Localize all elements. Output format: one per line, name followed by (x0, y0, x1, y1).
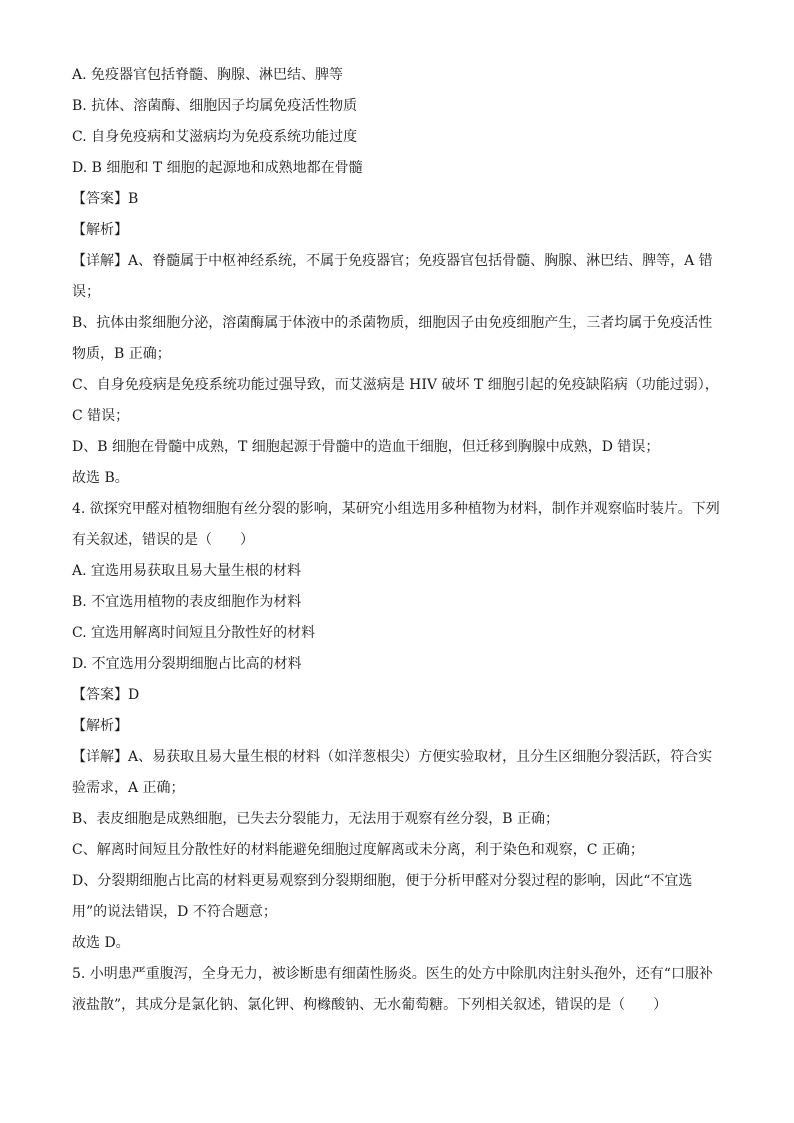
q4-option-c: C. 宜选用解离时间短且分散性好的材料 (72, 625, 316, 641)
q5-stem: 5. 小明患严重腹泻，全身无力，被诊断患有细菌性肠炎。医生的处方中除肌肉注射头孢外，还有“口服补 (72, 966, 713, 982)
q4-analysis-line: 故选 D。 (72, 935, 130, 951)
q4-stem: 有关叙述，错误的是（ ） (72, 532, 254, 548)
q4-analysis-line: B、表皮细胞是成熟细胞，已失去分裂能力，无法用于观察有丝分裂，B 正确； (72, 811, 560, 827)
q3-analysis-line: C、自身免疫病是免疫系统功能过强导致，而艾滋病是 HIV 破坏 T 细胞引起的免疫缺陷病（功能过弱）， (72, 377, 719, 393)
q4-option-a: A. 宜选用易获取且易大量生根的材料 (72, 563, 302, 579)
q3-analysis-line: C 错误； (72, 408, 130, 424)
q3-option-c: C. 自身免疫病和艾滋病均为免疫系统功能过度 (72, 129, 358, 145)
q3-analysis-line: B、抗体由浆细胞分泌，溶菌酶属于体液中的杀菌物质，细胞因子由免疫细胞产生，三者均属于免疫活性 (72, 315, 713, 331)
q5-stem: 液盐散”，其成分是氯化钠、氯化钾、枸橼酸钠、无水葡萄糖。下列相关叙述，错误的是（ ） (72, 997, 668, 1013)
q3-option-b: B. 抗体、溶菌酶、细胞因子均属免疫活性物质 (72, 98, 358, 114)
q3-option-d: D. B 细胞和 T 细胞的起源地和成熟地都在骨髓 (72, 160, 363, 176)
q3-analysis-line: 物质，B 正确； (72, 346, 171, 362)
q3-analysis-line: 【详解】A、脊髓属于中枢神经系统，不属于免疫器官；免疫器官包括骨髓、胸腺、淋巴结、脾等，A 错 (72, 253, 713, 269)
q4-analysis-label: 【解析】 (72, 718, 128, 734)
q4-analysis-line: 用”的说法错误，D 不符合题意； (72, 904, 277, 920)
q3-analysis-line: 误； (72, 284, 100, 300)
q4-analysis-line: D、分裂期细胞占比高的材料更易观察到分裂期细胞，便于分析甲醛对分裂过程的影响，因此“不宜选 (72, 873, 693, 889)
q3-analysis-line: D、B 细胞在骨髓中成熟，T 细胞起源于骨髓中的造血干细胞，但迁移到胸腺中成熟，D 错误； (72, 439, 660, 455)
q4-analysis-line: 验需求，A 正确； (72, 780, 185, 796)
q4-option-d: D. 不宜选用分裂期细胞占比高的材料 (72, 656, 302, 672)
q4-analysis-line: C、解离时间短且分散性好的材料能避免细胞过度解离或未分离，利于染色和观察，C 正确； (72, 842, 644, 858)
q3-analysis-label: 【解析】 (72, 222, 128, 238)
q3-answer: 【答案】B (72, 191, 139, 207)
q4-answer: 【答案】D (72, 687, 140, 703)
q3-analysis-line: 故选 B。 (72, 470, 129, 486)
q4-analysis-line: 【详解】A、易获取且易大量生根的材料（如洋葱根尖）方便实验取材，且分生区细胞分裂活跃，符合实 (72, 749, 713, 765)
q3-option-a: A. 免疫器官包括脊髓、胸腺、淋巴结、脾等 (72, 67, 344, 83)
q4-stem: 4. 欲探究甲醛对植物细胞有丝分裂的影响，某研究小组选用多种植物为材料，制作并观察临时装片。下列 (72, 501, 720, 517)
q4-option-b: B. 不宜选用植物的表皮细胞作为材料 (72, 594, 302, 610)
